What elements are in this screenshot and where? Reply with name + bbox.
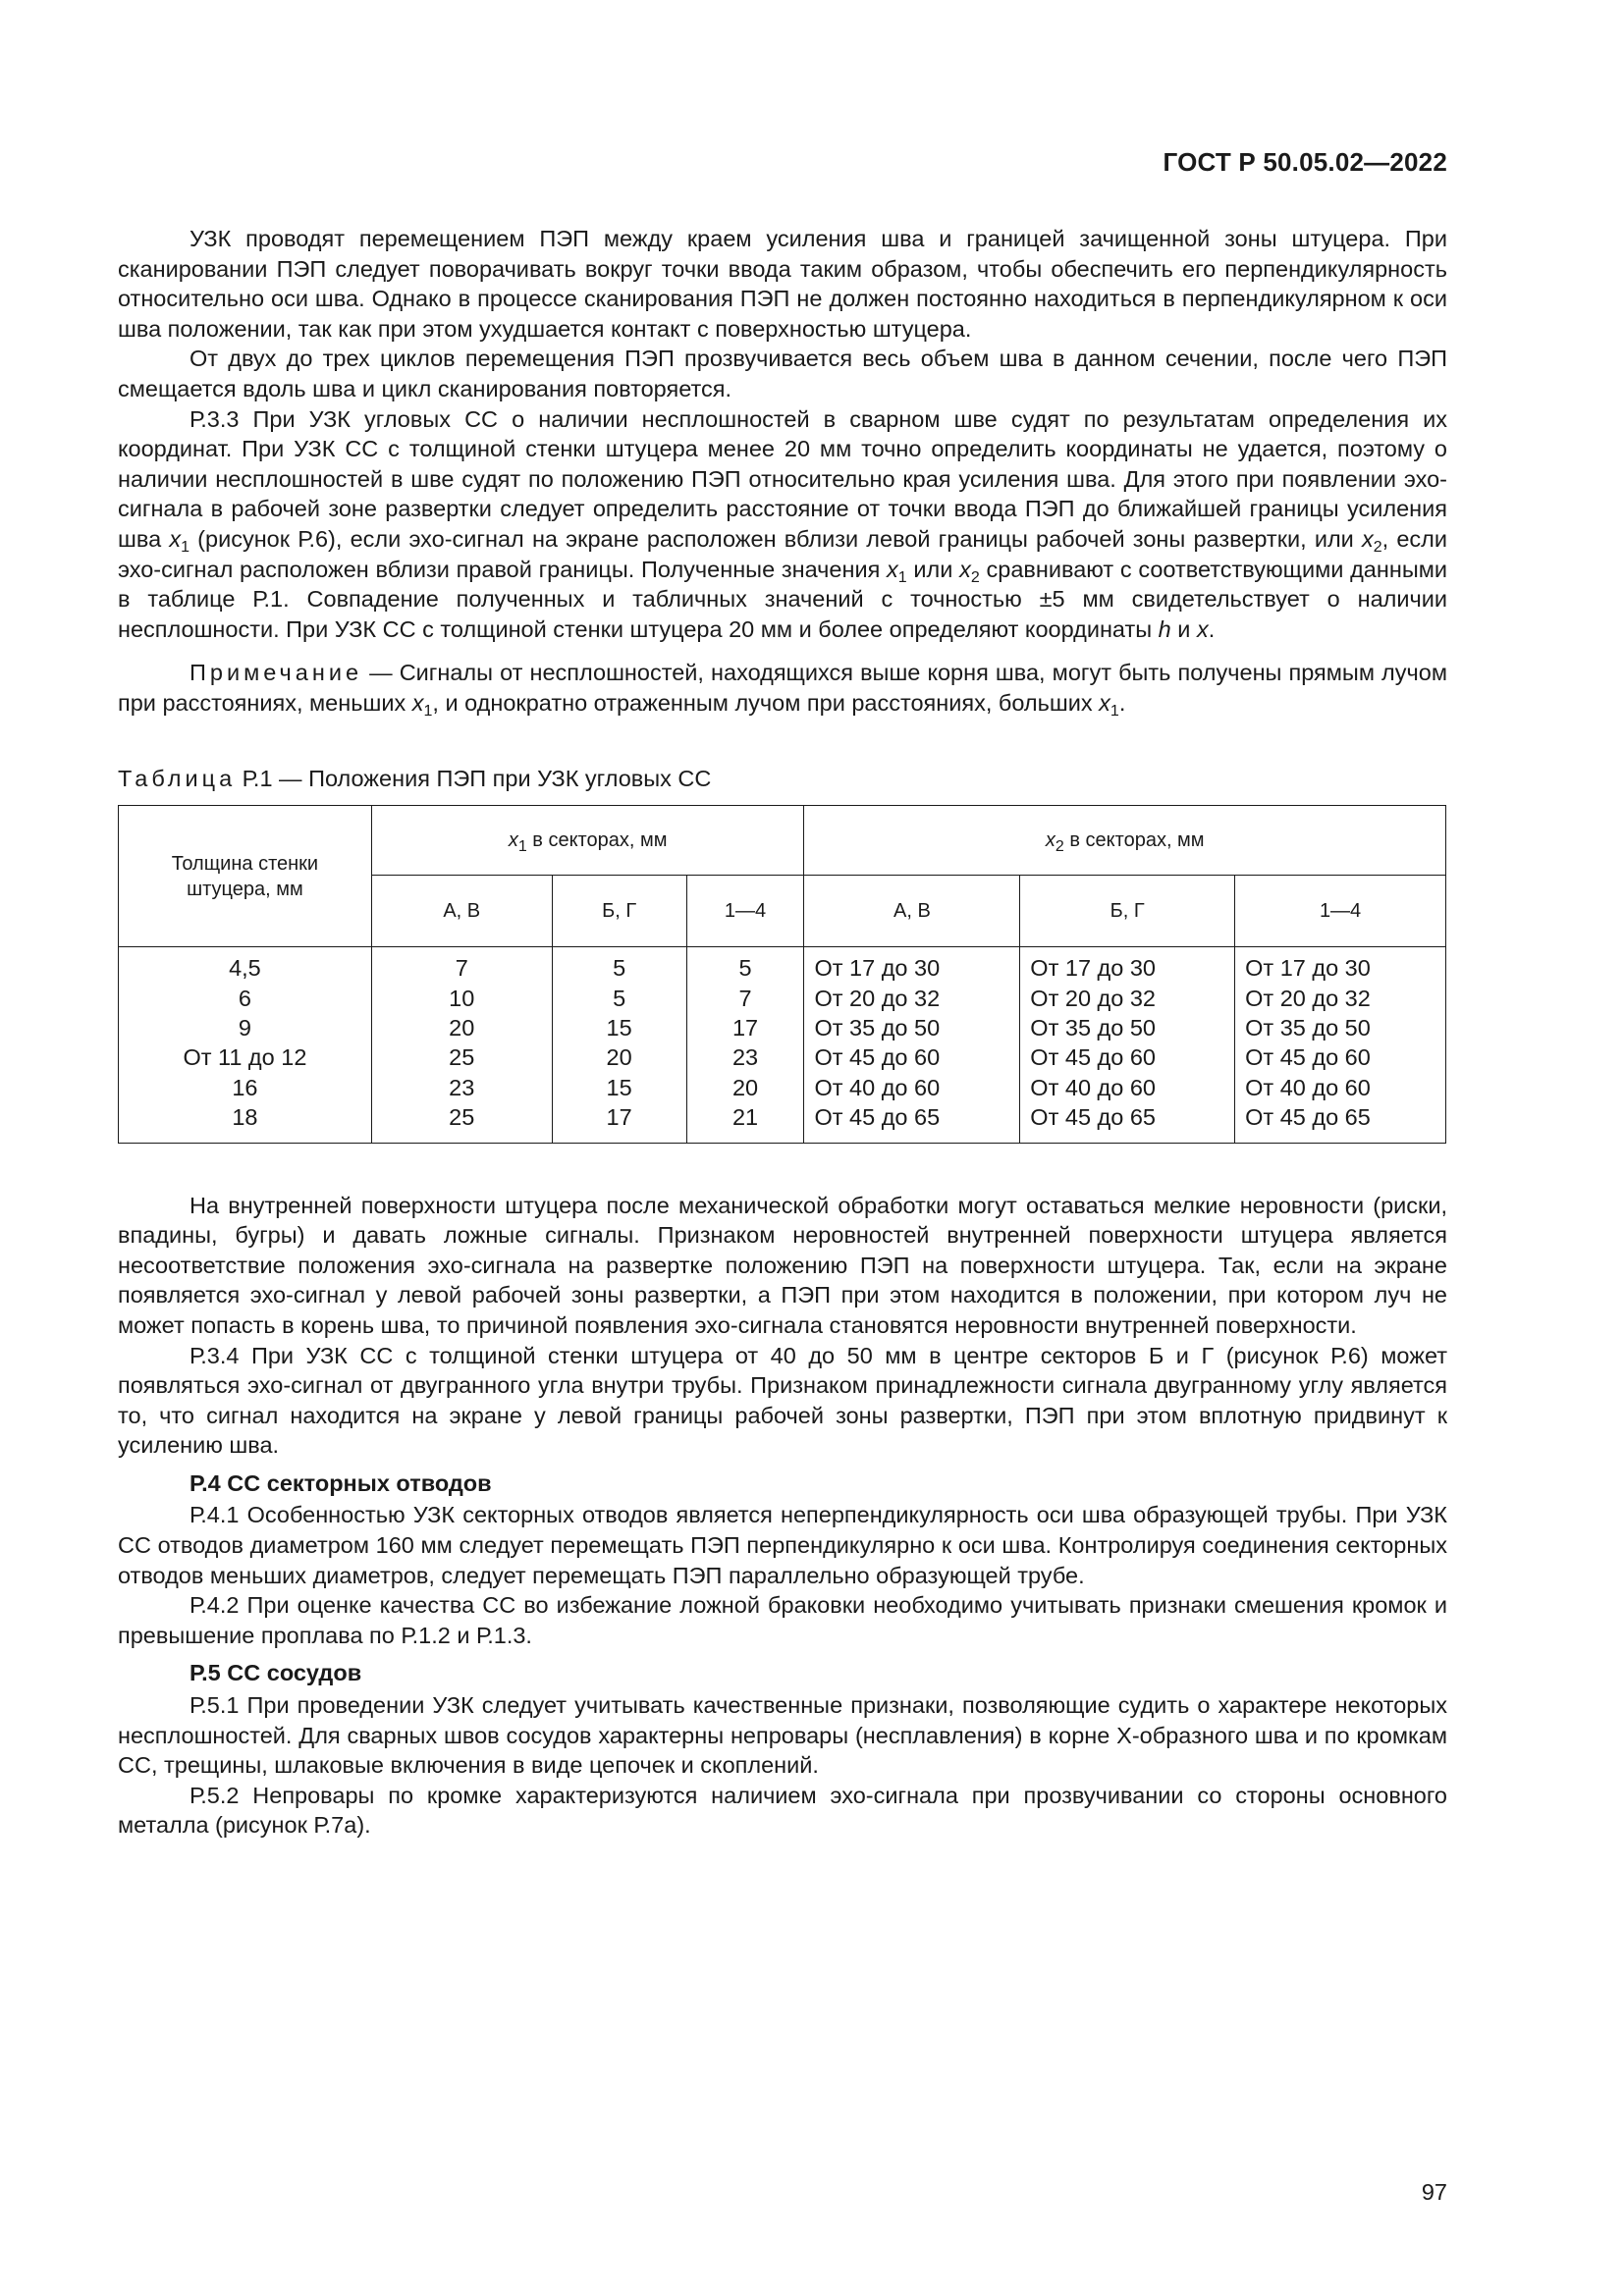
- paragraph: Р.5.2 Непровары по кромке характеризуются наличием эхо-сигнала при прозвучивании со стороны основного металла (рисунок Р.7а).: [118, 1782, 1447, 1839]
- paragraph: От двух до трех циклов перемещения ПЭП прозвучивается весь объем шва в данном сечении, после чего ПЭП смещается вдоль шва и цикл сканирования повторяется.: [118, 346, 1447, 401]
- table-subhead: Б, Г: [1020, 876, 1235, 947]
- table-subhead: А, В: [371, 876, 552, 947]
- note-label: Примечание: [189, 660, 363, 686]
- paragraph-r33: Р.3.3 При УЗК угловых СС о наличии несплошностей в сварном шве судят по результатам определения их координат. При УЗК СС с толщиной стенки штуцера менее 20 мм точно определить координаты не удается, поэтому о наличии несплошностей в шве судят по положению ПЭП относительно края усиления шва. Для этого при появлении эхо-сигнала в рабочей зоне развертки следует определить расстояние от точки ввода ПЭП до ближайшей границы усиления шва $x_1$ (рисунок Р.6), если эхо-сигнал на экране расположен вблизи левой границы рабочей зоны развертки, или $x_2$, если эхо-сигнал расположен вблизи правой границы. Полученные значения $x_1$ или $x_2$ сравнивают с соответствующими данными в таблице Р.1. Совпадение полученных и табличных значений с точностью ±5 мм свидетельствует о наличии несплошности. При УЗК СС с толщиной стенки штуцера 20 мм и более определяют координаты h и x.: [118, 405, 1448, 642]
- table-subhead: 1—4: [1235, 876, 1446, 947]
- paragraph: Р.3.4 При УЗК СС с толщиной стенки штуцера от 40 до 50 мм в центре секторов Б и Г (рисунок Р.6) может появляться эхо-сигнал от двугранного угла внутри трубы. Признаком принадлежности сигнала двугранному углу является то, что сигнал находится на экране у левой границы рабочей зоны развертки, ПЭП при этом вплотную придвинут к усилению шва.: [118, 1342, 1447, 1459]
- positions-table: [118, 805, 1446, 1143]
- table-group-x2: $x_2$ в секторах, мм: [804, 806, 1446, 876]
- page-number: 97: [1421, 2179, 1447, 2205]
- table-column-thickness: 4,5 6 9 От 11 до 12 16 18: [119, 947, 372, 1143]
- page-body: [118, 224, 1447, 1841]
- table-column-x2-bg: От 17 до 30 От 20 до 32 От 35 до 50 От 45 до 60 От 40 до 60 От 45 до 65: [1020, 947, 1235, 1143]
- section-heading: Р.5 СС сосудов: [189, 1660, 362, 1686]
- table-body-row: [119, 947, 1446, 1143]
- table-caption: Таблица Р.1 — Положения ПЭП при УЗК угловых СС: [118, 765, 712, 791]
- table-column-x1-ab: 7 10 20 25 23 25: [371, 947, 552, 1143]
- section-heading: Р.4 СС секторных отводов: [189, 1469, 492, 1496]
- table-column-x1-bg: 5 5 15 20 15 17: [552, 947, 686, 1143]
- note: Примечание — Сигналы от несплошностей, находящихся выше корня шва, могут быть получены прямым лучом при расстояниях, меньших $x_1$, и однократно отраженным лучом при расстояниях, больших $x_1$.: [118, 660, 1447, 720]
- table-column-x2-14: От 17 до 30 От 20 до 32 От 35 до 50 От 45 до 60 От 40 до 60 От 45 до 65: [1235, 947, 1446, 1143]
- table-column-x2-ab: От 17 до 30 От 20 до 32 От 35 до 50 От 45 до 60 От 40 до 60 От 45 до 65: [804, 947, 1020, 1143]
- table-group-x1: $x_1$ в секторах, мм: [371, 806, 804, 876]
- paragraph: Р.4.1 Особенностью УЗК секторных отводов является неперпендикулярность оси шва образующей трубы. При УЗК СС отводов диаметром 160 мм следует перемещать ПЭП перпендикулярно к оси шва. Контролируя соединения секторных отводов меньших диаметров, следует перемещать ПЭП параллельно образующей трубе.: [118, 1502, 1447, 1588]
- table-column-x1-14: 5 7 17 23 20 21: [686, 947, 804, 1143]
- paragraph: УЗК проводят перемещением ПЭП между краем усиления шва и границей зачищенной зоны штуцера. При сканировании ПЭП следует поворачивать вокруг точки ввода таким образом, чтобы обеспечить его перпендикулярность относительно оси шва. Однако в процессе сканирования ПЭП не должен постоянно находиться в перпендикулярном к оси шва положении, так как при этом ухудшается контакт с поверхностью штуцера.: [118, 226, 1447, 342]
- table-rowhead: Толщина стенки штуцера, мм: [119, 806, 372, 947]
- paragraph: Р.5.1 При проведении УЗК следует учитывать качественные признаки, позволяющие судить о характере некоторых несплошностей. Для сварных швов сосудов характерны непровары (несплавления) в корне Х-образного шва и по кромкам СС, трещины, шлаковые включения в виде цепочек и скоплений.: [118, 1692, 1447, 1779]
- paragraph: Р.4.2 При оценке качества СС во избежание ложной браковки необходимо учитывать признаки смешения кромок и превышение проплава по Р.1.2 и Р.1.3.: [118, 1592, 1447, 1648]
- paragraph: На внутренней поверхности штуцера после механической обработки могут оставаться мелкие неровности (риски, впадины, бугры) и давать ложные сигналы. Признаком неровностей внутренней поверхности штуцера является несоответствие положения эхо-сигнала на развертке положению ПЭП на поверхности штуцера. Так, если на экране появляется эхо-сигнал у левой рабочей зоны развертки, а ПЭП при этом находится в положении, при котором луч не может попасть в корень шва, то причиной появления эхо-сигнала становятся неровности внутренней поверхности.: [118, 1192, 1447, 1338]
- table-subhead: 1—4: [686, 876, 804, 947]
- table-subhead: Б, Г: [552, 876, 686, 947]
- table-subhead: А, В: [804, 876, 1020, 947]
- document-header: ГОСТ Р 50.05.02—2022: [1163, 147, 1447, 177]
